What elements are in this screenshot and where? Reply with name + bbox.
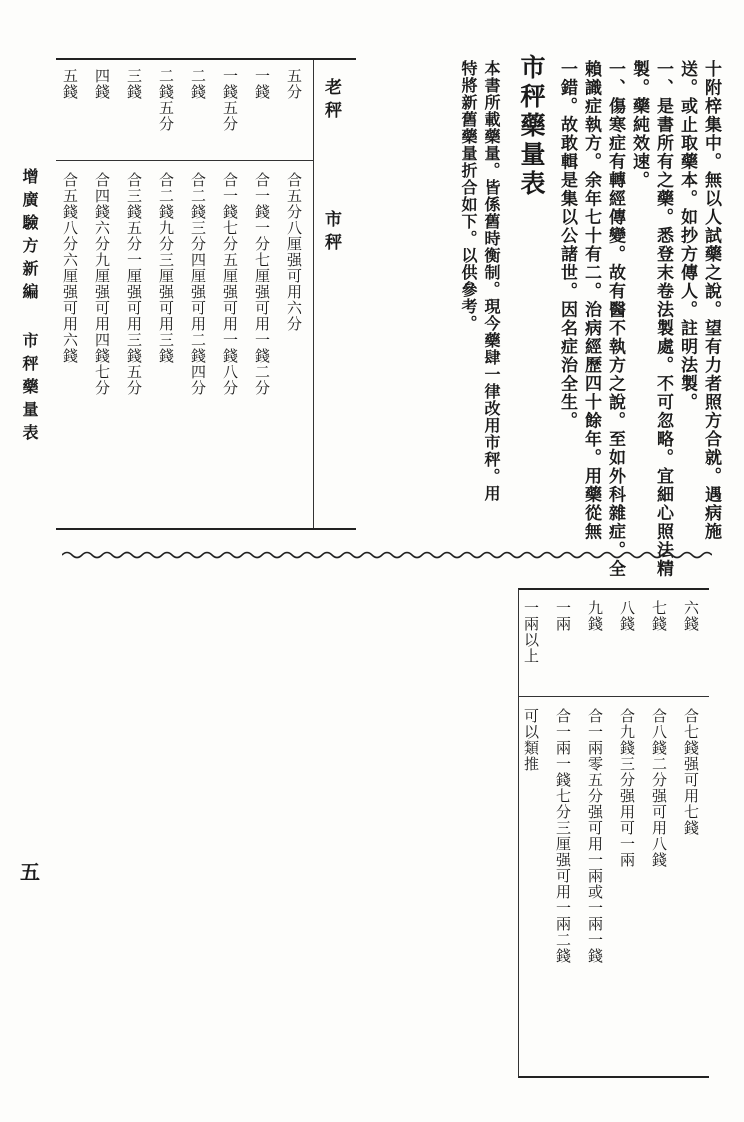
prose-column: 一、傷寒症有轉經傳變。故有醫不執方之說。至如外科雜症。全 <box>605 60 625 578</box>
header-old: 老秤 <box>321 78 341 124</box>
page-number: 五 <box>20 860 40 884</box>
table-cell-old: 一兩以上 <box>522 600 540 664</box>
conversion-table-lower <box>518 588 709 1078</box>
prose-column: 一、是書所有之藥。悉登末卷法製處。不可忽略。宜細心照法精 <box>653 60 673 578</box>
table-rule <box>519 696 709 697</box>
table-cell-old: 六錢 <box>682 600 700 632</box>
table-cell-new: 合七錢强可用七錢 <box>682 708 700 836</box>
running-head: 增廣驗方新編 市秤藥量表 <box>20 168 39 447</box>
prose-column: 賴識症執方。余年七十有二。治病經歷四十餘年。用藥從無 <box>581 60 601 541</box>
table-cell-new: 合三錢五分一厘强可用三錢五分 <box>125 172 143 396</box>
section-note: 本書所載藥量。皆係舊時衡制。現今藥肆一律改用市秤。用 <box>482 60 501 502</box>
table-cell-old: 九錢 <box>586 600 604 632</box>
section-note: 特將新舊藥量折合如下。以供參考。 <box>459 60 478 332</box>
table-cell-new: 合四錢六分九厘强可用四錢七分 <box>93 172 111 396</box>
header-new: 市秤 <box>321 210 341 256</box>
table-cell-old: 四錢 <box>93 68 111 100</box>
table-cell-old: 五錢 <box>61 68 79 100</box>
table-cell-old: 七錢 <box>650 600 668 632</box>
section-title: 市秤藥量表 <box>517 54 546 199</box>
wavy-divider <box>62 548 712 562</box>
table-rule <box>313 60 314 528</box>
prose-block <box>382 54 722 578</box>
table-cell-new: 合一兩零五分强可用一兩或一兩一錢 <box>586 708 604 964</box>
table-cell-new: 合五分八厘强可用六分 <box>285 172 303 332</box>
table-cell-old: 一錢五分 <box>221 68 239 132</box>
table-cell-new: 合九錢三分强用可一兩 <box>618 708 636 868</box>
conversion-table-upper <box>56 58 356 530</box>
prose-column: 製。藥純效速。 <box>629 60 649 190</box>
table-cell-new: 合一錢一分七厘强可用一錢二分 <box>253 172 271 396</box>
table-cell-old: 二錢 <box>189 68 207 100</box>
table-cell-new: 合八錢二分强可用八錢 <box>650 708 668 868</box>
table-cell-new: 合二錢九分三厘强可用三錢 <box>157 172 175 364</box>
table-cell-old: 三錢 <box>125 68 143 100</box>
table-rule <box>56 160 314 161</box>
table-cell-old: 八錢 <box>618 600 636 632</box>
table-cell-new: 合二錢三分四厘强可用二錢四分 <box>189 172 207 396</box>
prose-column: 一錯。故敢輯是集以公諸世。因名症治全生。 <box>557 60 577 430</box>
prose-column: 送。或止取藥本。如抄方傳人。註明法製。 <box>677 60 697 412</box>
table-cell-new: 可以類推 <box>522 708 540 772</box>
prose-column: 十附梓集中。無以人試藥之說。望有力者照方合就。遇病施 <box>701 60 721 541</box>
table-cell-old: 二錢五分 <box>157 68 175 132</box>
table-cell-new: 合五錢八分六厘强可用六錢 <box>61 172 79 364</box>
table-cell-old: 一錢 <box>253 68 271 100</box>
table-cell-old: 一兩 <box>554 600 572 632</box>
table-cell-new: 合一錢七分五厘强可用一錢八分 <box>221 172 239 396</box>
table-cell-new: 合一兩一錢七分三厘强可用一兩二錢 <box>554 708 572 964</box>
table-cell-old: 五分 <box>285 68 303 100</box>
